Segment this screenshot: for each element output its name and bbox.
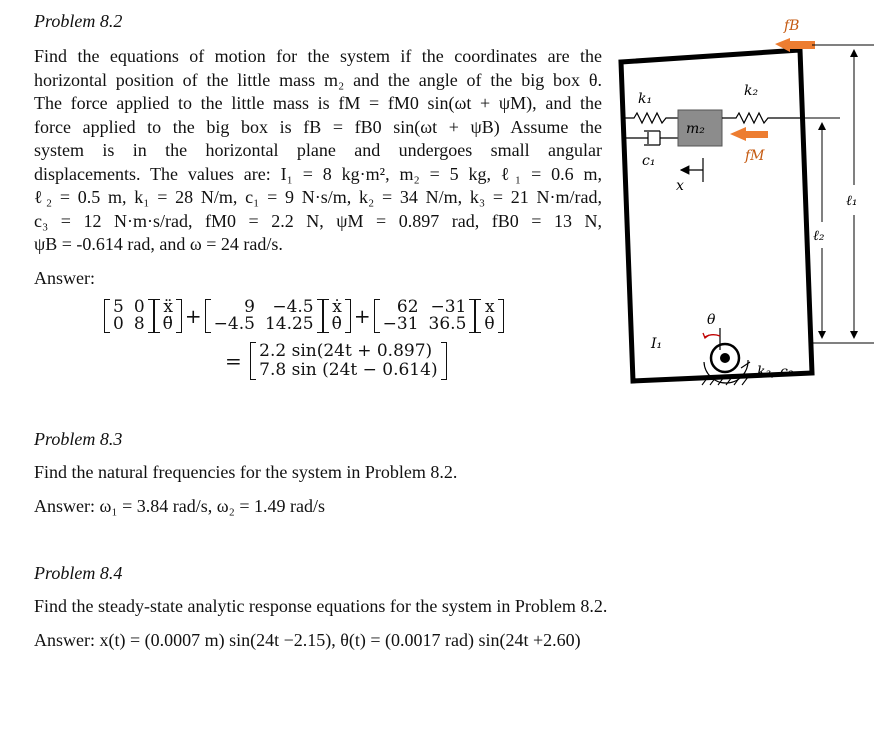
- c1-label: c₁: [642, 153, 656, 169]
- mass-matrix: [104, 299, 154, 333]
- matrix-cell: −31: [382, 314, 419, 334]
- equals-sign: =: [225, 349, 242, 373]
- spring-k1: [624, 113, 678, 123]
- k1-label: k₁: [638, 91, 653, 107]
- l2-dimension: [784, 118, 840, 338]
- plus-sign: +: [184, 304, 202, 328]
- matrix-cell: 0: [133, 297, 145, 317]
- problem-text-line: The force applied to the little mass is fM = fM0 sin(ωt + ψM), and the: [34, 93, 602, 113]
- l2-label: ℓ₂: [813, 228, 825, 244]
- plus-sign: +: [353, 304, 371, 328]
- matrix-cell: 36.5: [428, 314, 467, 334]
- fm-force-arrow: [730, 127, 768, 164]
- matrix-cell: 0: [113, 314, 124, 334]
- problem-text-line: Find the equations of motion for the system if the coordinates are the: [34, 46, 602, 66]
- force-vector: [250, 342, 446, 380]
- equation-of-motion: [104, 299, 504, 333]
- l1-dimension: [812, 45, 874, 343]
- matrix-cell: −31: [430, 297, 467, 317]
- matrix-cell: −4.5: [213, 314, 255, 334]
- velocity-vector: [323, 299, 351, 333]
- k3c3-label: k₃, c₃: [757, 364, 794, 380]
- matrix-cell: −4.5: [272, 297, 314, 317]
- problem-text-line: horizontal position of the little mass m₂ and the angle of the big box θ.: [34, 69, 602, 90]
- problem-8-3-heading: Problem 8.3: [34, 429, 123, 449]
- problem-text-line: ℓ₂ = 0.5 m, k₁ = 28 N/m, c₁ = 9 N·s/m, k₂ = 34 N/m, k₃ = 21 N·m/rad,: [34, 187, 602, 207]
- force-vector-row: [222, 342, 447, 380]
- problem-8-2-answer-label: Answer:: [34, 268, 95, 288]
- vector-cell: θ: [484, 314, 495, 334]
- fm-label: fM: [745, 148, 765, 164]
- problem-8-4-text: Find the steady-state analytic response equations for the system in Problem 8.2.: [34, 596, 608, 616]
- matrix-cell: 9: [244, 297, 255, 317]
- damping-matrix: [205, 299, 323, 333]
- vector-cell: ẍ: [163, 297, 173, 317]
- matrix-cell: 14.25: [264, 314, 314, 334]
- fb-force-arrow: [775, 18, 815, 52]
- stiffness-matrix: [374, 299, 476, 333]
- problem-text-line: c₃ = 12 N·m·s/rad, fM0 = 2.2 N, ψM = 0.897 rad, fB0 = 13 N,: [34, 210, 602, 231]
- theta-arrow-head: [703, 333, 709, 338]
- x-label: x: [676, 178, 684, 194]
- damper-c1: [624, 131, 678, 145]
- theta-label: θ: [707, 312, 716, 328]
- problem-text-line: displacements. The values are: I₁ = 8 kg·m², m₂ = 5 kg, ℓ₁ = 0.6 m,: [34, 163, 602, 184]
- problem-text-line: system is in the horizontal plane and undergoes small angular: [34, 140, 602, 160]
- problem-8-4-heading: Problem 8.4: [34, 563, 123, 583]
- matrix-cell: 8: [133, 314, 145, 334]
- l1-label: ℓ₁: [846, 193, 858, 209]
- problem-text-line: force applied to the big box is fB = fB0 sin(ωt + ψB) Assume the: [34, 116, 602, 137]
- matrix-cell: 5: [113, 297, 124, 317]
- fm-arrow-shape: [730, 127, 768, 141]
- i1-label: I₁: [651, 336, 663, 352]
- fb-label: fB: [784, 18, 800, 34]
- system-figure: [600, 0, 885, 400]
- matrix-cell: 62: [396, 297, 419, 317]
- vector-cell: x: [485, 297, 495, 317]
- vector-cell: θ̈: [162, 314, 173, 334]
- vector-cell: 2.2 sin(24t + 0.897): [259, 341, 433, 361]
- vector-cell: ẋ: [332, 297, 342, 317]
- displacement-vector: [475, 299, 503, 333]
- problem-8-4-answer: Answer: x(t) = (0.0007 m) sin(24t −2.15), θ(t) = (0.0017 rad) sin(24t +2.60): [34, 630, 581, 650]
- problem-8-3-text: Find the natural frequencies for the system in Problem 8.2.: [34, 462, 458, 482]
- vector-cell: 7.8 sin (24t − 0.614): [259, 360, 438, 380]
- problem-8-3-answer: Answer: ω₁ = 3.84 rad/s, ω₂ = 1.49 rad/s: [34, 496, 326, 516]
- vector-cell: θ̇: [331, 314, 342, 334]
- problem-8-2-text: [34, 45, 602, 257]
- k2-label: k₂: [744, 83, 759, 99]
- problem-8-2-heading: Problem 8.2: [34, 11, 123, 31]
- problem-text-line: ψB = -0.614 rad, and ω = 24 rad/s.: [34, 234, 283, 254]
- acceleration-vector: [154, 299, 182, 333]
- m2-label: m₂: [686, 121, 705, 137]
